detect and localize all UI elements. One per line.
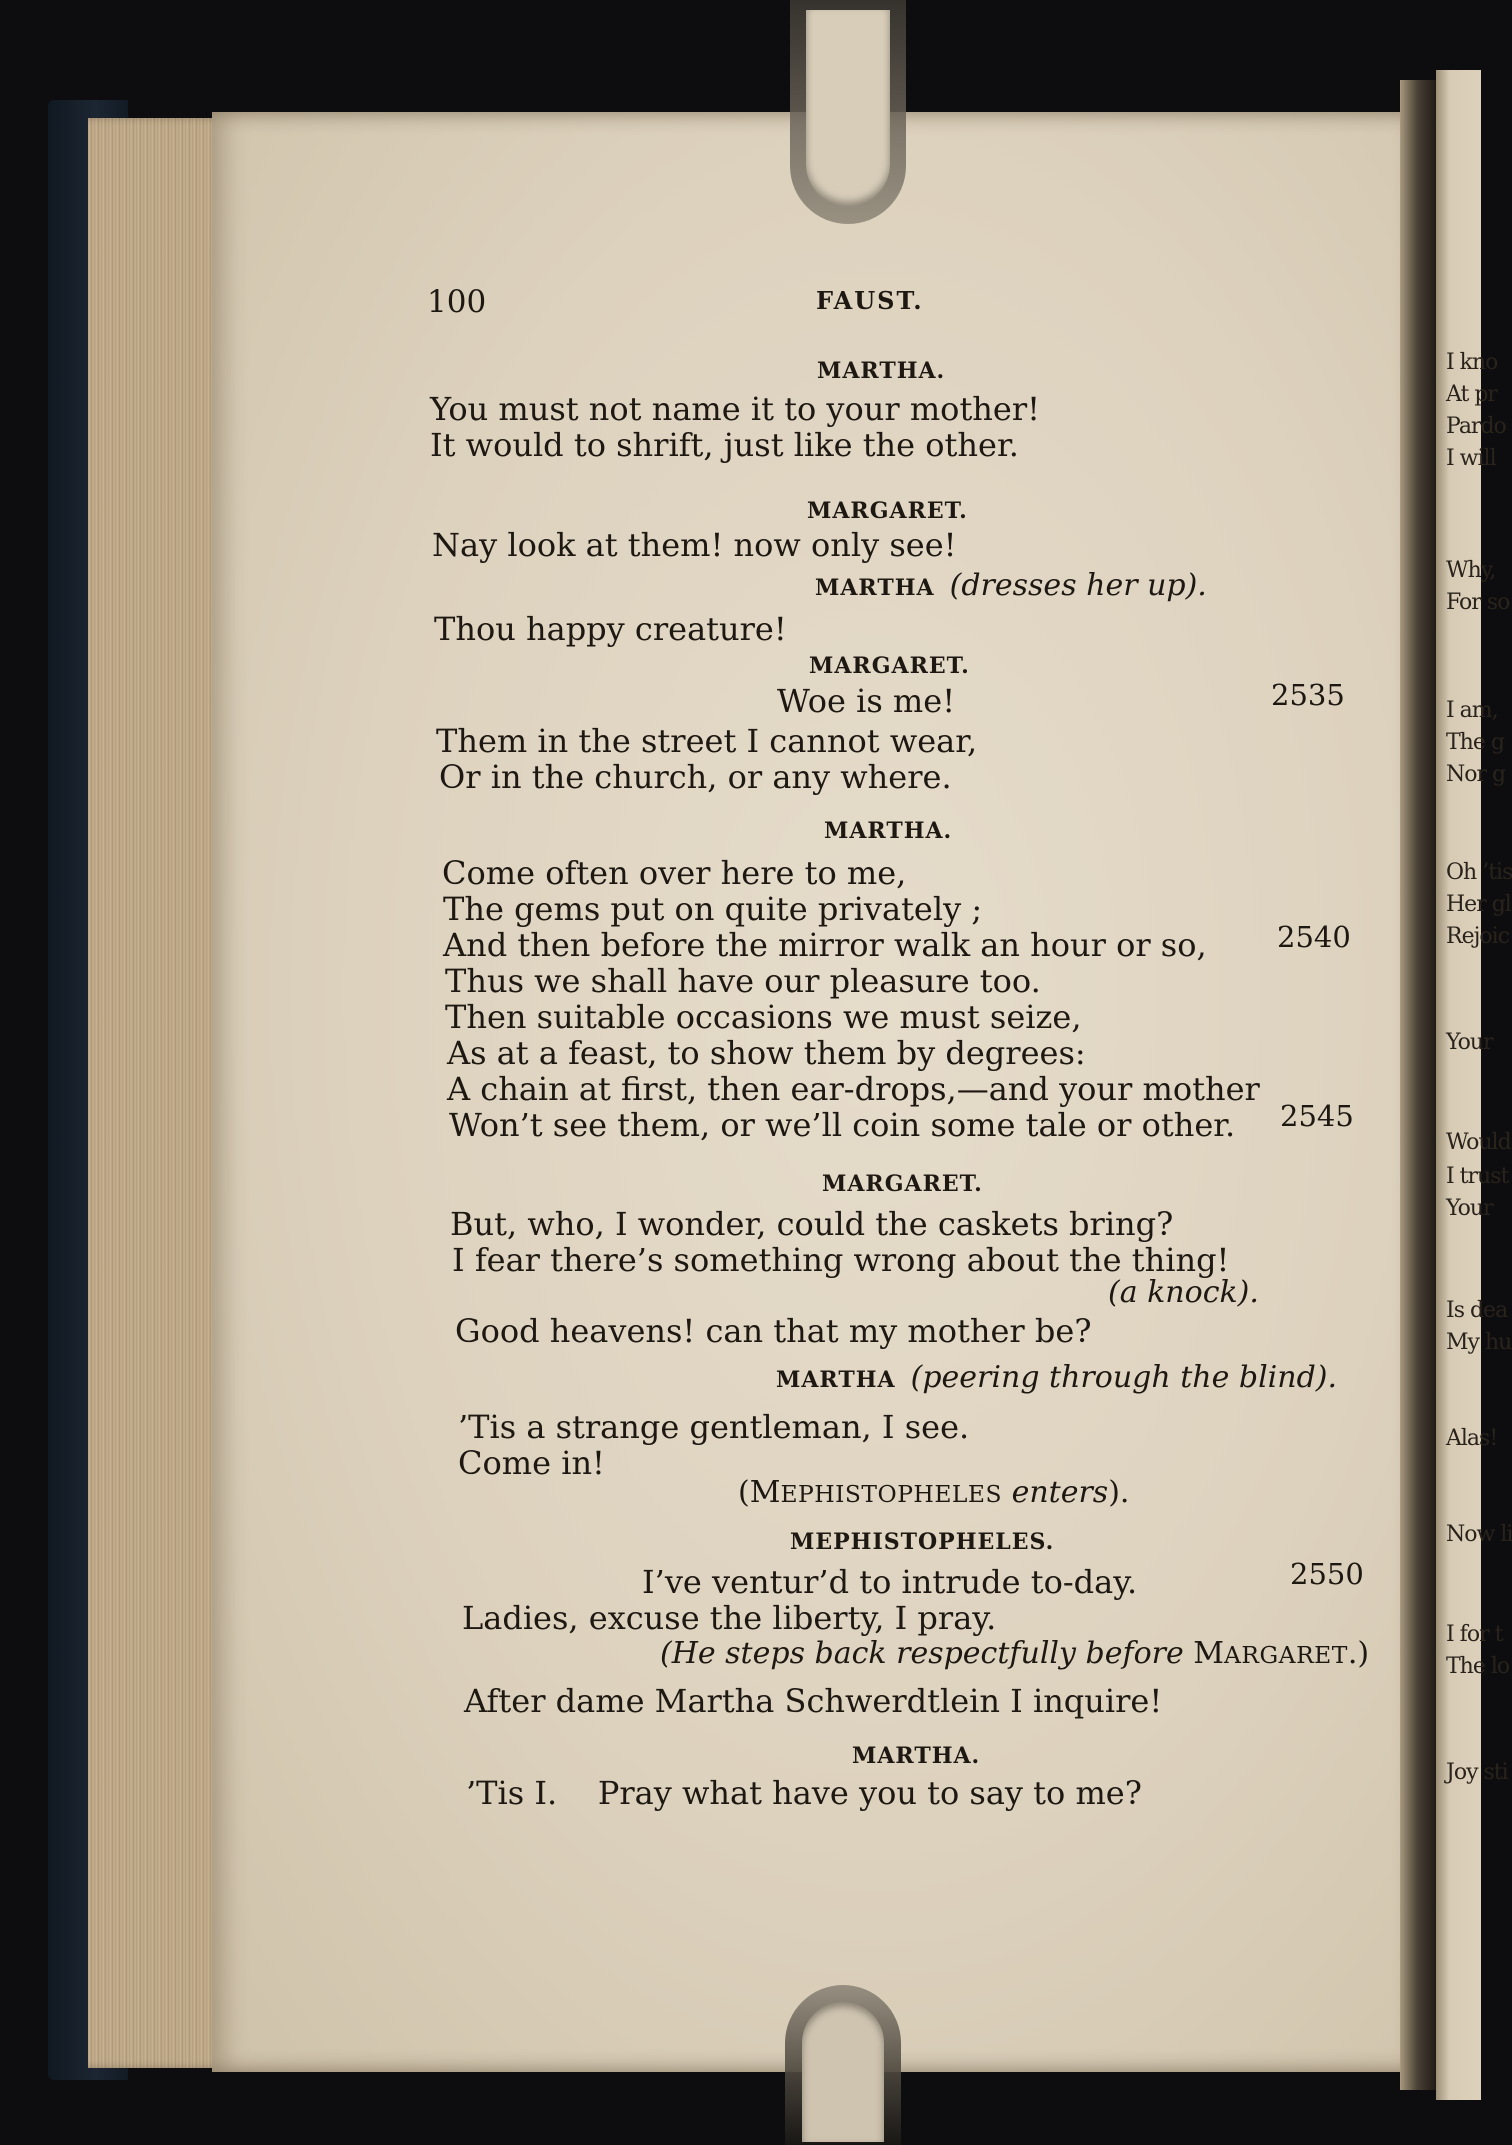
verse-line: A chain at first, then ear-drops,—and your mother	[447, 1070, 1260, 1108]
verse-line: It would to shrift, just like the other.	[430, 426, 1019, 464]
line-number: 2550	[1290, 1557, 1364, 1591]
line-number: 2545	[1280, 1099, 1354, 1133]
text-fragment: Would	[1446, 1130, 1511, 1155]
verse-line: I’ve ventur’d to intrude to-day.	[642, 1563, 1138, 1601]
verse-line: Then suitable occasions we must seize,	[445, 998, 1082, 1036]
verse-line: Ladies, excuse the liberty, I pray.	[462, 1599, 997, 1637]
text-fragment: Joy sti	[1446, 1760, 1508, 1785]
text-fragment: Your	[1446, 1030, 1493, 1055]
verse-line: Thou happy creature!	[434, 610, 787, 648]
stage-direction: (peering through the blind).	[910, 1360, 1338, 1395]
text-fragment: Alas!	[1446, 1426, 1498, 1451]
speaker-label: MARTHA.	[852, 1743, 981, 1769]
stage-direction: (a knock).	[1108, 1275, 1259, 1310]
text-fragment: Oh ’tis	[1446, 860, 1512, 885]
text-fragment: My hu	[1446, 1330, 1512, 1355]
page-clip-top-window	[806, 10, 890, 206]
speaker-label: MARTHA.	[817, 358, 946, 384]
verse-line: After dame Martha Schwerdtlein I inquire!	[464, 1682, 1163, 1720]
text-fragment: I will	[1446, 446, 1496, 471]
text-fragment: Nor g	[1446, 762, 1506, 787]
speaker-label: MEPHISTOPHELES.	[790, 1529, 1055, 1555]
speaker-label: MARGARET.	[822, 1171, 983, 1197]
speaker-label: MARGARET.	[807, 498, 968, 524]
verse-line: ’Tis a strange gentleman, I see.	[458, 1408, 970, 1446]
verse-line: Them in the street I cannot wear,	[436, 722, 978, 760]
verse-line: ’Tis I. Pray what have you to say to me?	[466, 1774, 1142, 1812]
text-fragment: Why,	[1446, 558, 1496, 583]
verse-line: But, who, I wonder, could the caskets bring?	[450, 1205, 1174, 1243]
speaker-label: MARTHA	[776, 1367, 896, 1393]
running-title: FAUST.	[816, 286, 924, 315]
text-fragment: Now li	[1446, 1522, 1512, 1547]
verse-line: I fear there’s something wrong about the thing!	[452, 1241, 1230, 1279]
stage-direction: (He steps back respectfully before MARGARET.)	[660, 1636, 1370, 1671]
verse-line: Good heavens! can that my mother be?	[455, 1312, 1092, 1350]
speaker-label: MARTHA.	[824, 818, 953, 844]
speaker-label: MARGARET.	[809, 653, 970, 679]
text-fragment: Your	[1446, 1196, 1493, 1221]
book-page-left	[212, 112, 1422, 2072]
line-number: 2540	[1277, 920, 1351, 954]
text-fragment: I am,	[1446, 698, 1498, 723]
verse-line: The gems put on quite privately ;	[443, 890, 983, 928]
text-fragment: I trust	[1446, 1164, 1509, 1189]
verse-line: Thus we shall have our pleasure too.	[445, 962, 1041, 1000]
verse-line: Come in!	[458, 1444, 605, 1482]
book-page-right-edge	[1436, 70, 1512, 2100]
text-fragment: Her gl	[1446, 892, 1511, 917]
text-fragment: For so	[1446, 590, 1510, 615]
text-fragment: Pardo	[1446, 414, 1506, 439]
stage-speaker	[815, 568, 1207, 603]
verse-line: You must not name it to your mother!	[430, 390, 1040, 428]
text-fragment: I for t	[1446, 1622, 1503, 1647]
speaker-label: MARTHA	[815, 575, 935, 601]
text-fragment: The g	[1446, 730, 1504, 755]
text-fragment: Rejoic	[1446, 924, 1510, 949]
verse-line: Come often over here to me,	[442, 854, 907, 892]
verse-line: And then before the mirror walk an hour or so,	[443, 926, 1207, 964]
verse-line: Nay look at them! now only see!	[432, 526, 957, 564]
book-gutter	[1400, 80, 1438, 2090]
stage-direction: (dresses her up).	[949, 568, 1207, 603]
stage-direction: (MEPHISTOPHELES enters).	[738, 1475, 1130, 1510]
verse-line: Or in the church, or any where.	[439, 758, 952, 796]
page-clip-bottom-window	[802, 2002, 884, 2142]
verse-line: Won’t see them, or we’ll coin some tale or other.	[449, 1106, 1236, 1144]
line-number: 2535	[1271, 678, 1345, 712]
text-fragment: At pr	[1446, 382, 1497, 407]
text-fragment: I kno	[1446, 350, 1498, 375]
text-fragment: Is dea	[1446, 1298, 1508, 1323]
stage-speaker	[776, 1360, 1337, 1395]
text-fragment: The lo	[1446, 1654, 1510, 1679]
page-number: 100	[427, 284, 487, 320]
verse-line: As at a feast, to show them by degrees:	[447, 1034, 1086, 1072]
verse-line: Woe is me!	[777, 682, 956, 720]
